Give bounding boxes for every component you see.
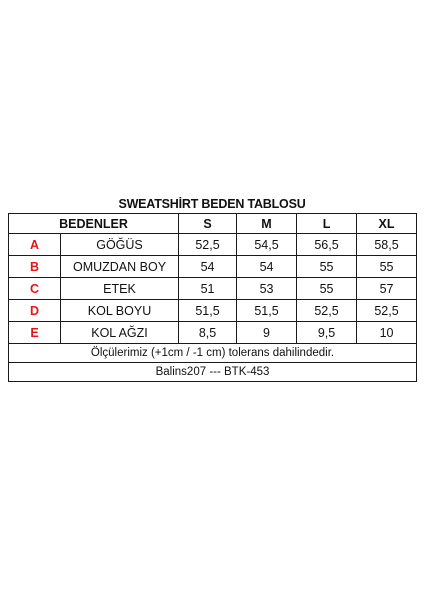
measurement-name: KOL BOYU [61, 300, 179, 322]
value-cell: 9,5 [297, 322, 357, 344]
tolerance-note-row [9, 344, 417, 363]
chart-title: SWEATSHİRT BEDEN TABLOSU [118, 197, 306, 211]
table-row [9, 322, 417, 344]
value-cell: 51,5 [179, 300, 237, 322]
row-letter: D [9, 300, 61, 322]
header-label: BEDENLER [9, 214, 179, 234]
value-cell: 55 [297, 256, 357, 278]
value-cell: 54,5 [237, 234, 297, 256]
measurement-name: ETEK [61, 278, 179, 300]
value-cell: 54 [179, 256, 237, 278]
value-cell: 52,5 [179, 234, 237, 256]
value-cell: 9 [237, 322, 297, 344]
measurement-name: GÖĞÜS [61, 234, 179, 256]
value-cell: 55 [297, 278, 357, 300]
size-header-s: S [179, 214, 237, 234]
size-table [8, 213, 417, 382]
row-letter: C [9, 278, 61, 300]
table-row [9, 256, 417, 278]
table-row [9, 300, 417, 322]
value-cell: 10 [357, 322, 417, 344]
value-cell: 55 [357, 256, 417, 278]
size-header-l: L [297, 214, 357, 234]
row-letter: A [9, 234, 61, 256]
value-cell: 57 [357, 278, 417, 300]
size-chart-sheet [8, 196, 416, 382]
value-cell: 8,5 [179, 322, 237, 344]
value-cell: 51,5 [237, 300, 297, 322]
measurement-name: KOL AĞZI [61, 322, 179, 344]
value-cell: 53 [237, 278, 297, 300]
size-header-xl: XL [357, 214, 417, 234]
table-row [9, 278, 417, 300]
value-cell: 52,5 [357, 300, 417, 322]
value-cell: 54 [237, 256, 297, 278]
size-header-m: M [237, 214, 297, 234]
row-letter: E [9, 322, 61, 344]
value-cell: 51 [179, 278, 237, 300]
product-code-row [9, 363, 417, 382]
row-letter: B [9, 256, 61, 278]
value-cell: 56,5 [297, 234, 357, 256]
table-header-row [9, 214, 417, 234]
table-row [9, 234, 417, 256]
product-code: Balins207 --- BTK-453 [9, 363, 417, 382]
tolerance-note: Ölçülerimiz (+1cm / -1 cm) tolerans dahilindedir. [9, 344, 417, 363]
value-cell: 58,5 [357, 234, 417, 256]
value-cell: 52,5 [297, 300, 357, 322]
measurement-name: OMUZDAN BOY [61, 256, 179, 278]
